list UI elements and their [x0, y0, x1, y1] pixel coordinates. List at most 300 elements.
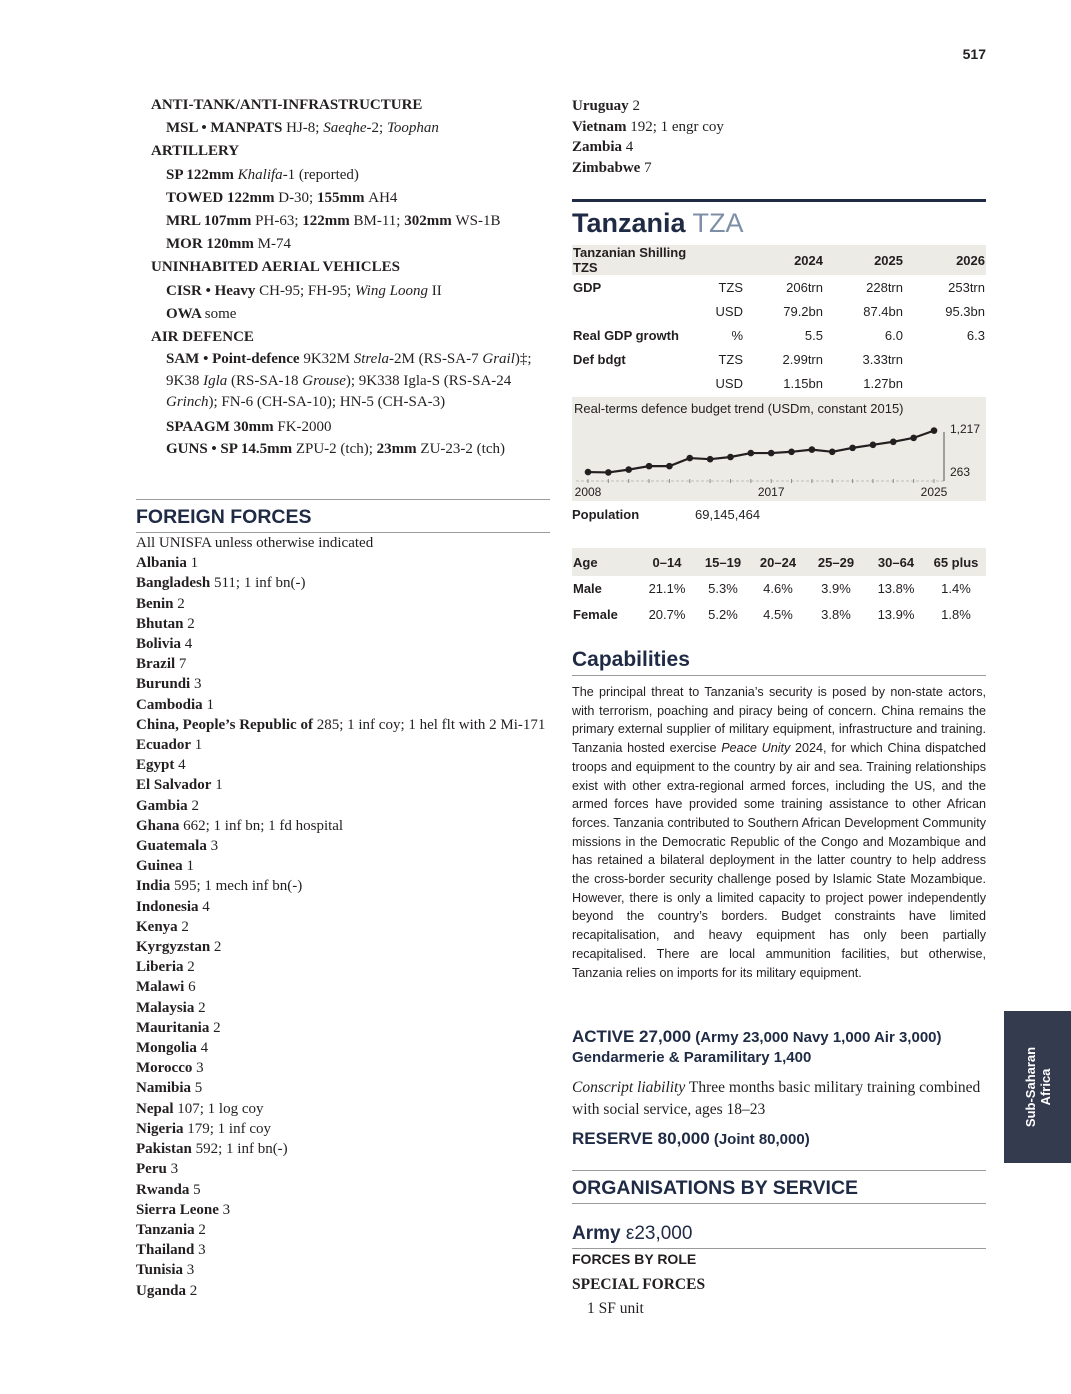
- deployment-detail: 5: [191, 1080, 203, 1097]
- deployment-detail: 4: [622, 139, 634, 155]
- equipment-item: [136, 303, 550, 326]
- table-cell: 65 plus: [926, 548, 986, 576]
- table-cell: 20–24: [750, 548, 806, 576]
- country-label: Liberia: [136, 959, 184, 976]
- army-heading: [572, 1221, 986, 1249]
- country-label: Bangladesh: [136, 575, 211, 592]
- text-run: -2M (RS-SA-7: [389, 351, 483, 368]
- foreign-force-entry: [136, 1119, 550, 1139]
- data-point: [666, 463, 673, 470]
- deployment-detail: 1: [202, 696, 214, 713]
- age-table: [572, 548, 986, 627]
- deployment-detail: 3: [190, 676, 202, 693]
- conscript-label: Conscript liability: [572, 1079, 686, 1096]
- foreign-force-entry: [136, 1018, 550, 1038]
- population-label: Population: [572, 507, 640, 522]
- country-label: Malawi: [136, 979, 185, 996]
- deployment-detail: 3: [183, 1262, 195, 1279]
- equipment-item: [136, 210, 550, 233]
- foreign-force-entry: [136, 937, 550, 957]
- foreign-force-entry: [136, 715, 550, 735]
- table-cell: 4.6%: [763, 581, 793, 597]
- deployment-detail: 4: [174, 757, 186, 774]
- table-cell: 5.2%: [708, 606, 738, 622]
- text-run: Grouse: [302, 372, 346, 389]
- country-title: [572, 205, 744, 241]
- foreign-force-entry: [572, 137, 986, 158]
- country-label: Egypt: [136, 757, 175, 774]
- text-run: 2024, for which China dispatched troops and equipment to the country by air and sea. Training relationships exist with other extra-regional armed forces, including the US, and the armed forces have provided some training assistance to other African forces. Tanzania contributed to Southern African Development Community missions in the Democratic Republic of the Congo and Mozambique and has retained a bilateral deployment in the latter country to help address the cross-border security challenge posed by Islamic State Mozambique. However, there is only a limited capacity to project power independently beyond the country’s borders. Budget constraints have limited recapitalisation, and heavy equipment has only been partially recapitalised. There are local ammunition facilities, but otherwise, Tanzania relies on imports for its military equipment.: [572, 741, 986, 980]
- text-run: HJ-8;: [286, 120, 324, 137]
- data-point: [870, 442, 877, 449]
- deployment-detail: 2: [187, 797, 199, 814]
- text-run: 302mm: [404, 213, 456, 230]
- table-cell: 1.15bn: [783, 375, 823, 391]
- deployment-detail: 2: [186, 1282, 198, 1299]
- text-run: II: [427, 282, 442, 299]
- deployment-detail: 3: [166, 1161, 179, 1178]
- country-label: Mongolia: [136, 1040, 197, 1057]
- country-label: Vietnam: [572, 118, 627, 135]
- special-forces-heading: SPECIAL FORCES: [572, 1276, 706, 1293]
- text-run: SAM • Point-defence: [166, 351, 304, 368]
- table-cell: [904, 371, 986, 395]
- foreign-forces-continued: [572, 96, 986, 178]
- text-run: TOWED 122mm: [166, 189, 279, 206]
- foreign-forces-heading: FOREIGN FORCES: [136, 505, 550, 533]
- country-label: Guatemala: [136, 838, 207, 855]
- equipment-list: [136, 94, 550, 462]
- table-cell: %: [731, 327, 743, 343]
- data-point: [585, 469, 592, 476]
- data-point: [646, 463, 653, 470]
- deployment-detail: 2: [173, 595, 185, 612]
- equipment-item: [136, 117, 550, 140]
- table-cell: 5.3%: [708, 581, 738, 597]
- country-label: Tanzania: [136, 1221, 195, 1238]
- x-tick-label: 2017: [757, 485, 785, 499]
- foreign-force-entry: [136, 1220, 550, 1240]
- deployment-detail: 7: [640, 159, 652, 176]
- foreign-force-entry: [136, 614, 550, 634]
- section-divider: [136, 499, 550, 500]
- deployment-detail: 3: [206, 838, 219, 855]
- text-run: some: [204, 305, 237, 322]
- text-run: CISR • Heavy: [166, 282, 260, 299]
- table-cell: 2.99trn: [782, 351, 823, 367]
- table-cell: 21.1%: [648, 581, 686, 597]
- section-divider: [572, 1170, 986, 1171]
- sf-unit-item: 1 SF unit: [587, 1300, 644, 1317]
- country-label: Benin: [136, 595, 174, 612]
- table-cell: GDP: [573, 279, 602, 295]
- table-cell: USD: [715, 303, 743, 319]
- table-cell: 30–64: [866, 548, 926, 576]
- deployment-detail: 2: [183, 959, 195, 976]
- reserve-total: RESERVE 80,000: [572, 1129, 710, 1148]
- country-label: Rwanda: [136, 1181, 190, 1198]
- data-point: [910, 435, 917, 442]
- text-run: BM-11;: [353, 213, 405, 230]
- table-cell: 206trn: [786, 279, 823, 295]
- foreign-force-entry: [136, 816, 550, 836]
- text-run: M-74: [257, 236, 291, 253]
- country-label: Tunisia: [136, 1262, 183, 1279]
- table-row: [572, 347, 986, 371]
- text-run: CH-95; FH-95;: [259, 282, 356, 299]
- foreign-force-entry: [136, 695, 550, 715]
- foreign-force-entry: [136, 917, 550, 937]
- economic-table: [572, 245, 986, 395]
- table-cell: 0–14: [638, 548, 696, 576]
- deployment-detail: 179; 1 inf coy: [183, 1120, 271, 1137]
- table-row: [572, 323, 986, 347]
- table-cell: Def bdgt: [573, 351, 626, 367]
- table-cell: Age: [572, 548, 638, 576]
- deployment-detail: 2: [177, 918, 189, 935]
- equipment-item: [136, 416, 550, 439]
- deployment-detail: 1: [182, 858, 194, 875]
- foreign-force-entry: [136, 876, 550, 896]
- deployment-detail: 192; 1 engr coy: [626, 118, 724, 135]
- text-run: 23mm: [376, 440, 421, 457]
- army-label: Army: [572, 1223, 621, 1244]
- forces-by-role-heading: FORCES BY ROLE: [572, 1251, 697, 1267]
- text-run: MRL 107mm: [166, 213, 256, 230]
- deployment-detail: 511; 1 inf bn(-): [210, 575, 306, 592]
- deployment-detail: 1: [191, 737, 203, 754]
- foreign-forces-list: [136, 533, 550, 1301]
- data-point: [768, 450, 775, 457]
- foreign-force-entry: [136, 1200, 550, 1220]
- table-cell: 95.3bn: [945, 303, 985, 319]
- text-run: ); 9K338 Igla-S (RS-SA-24: [345, 372, 512, 389]
- text-run: Grinch: [166, 394, 209, 411]
- foreign-force-entry: [136, 1260, 550, 1280]
- equipment-item: [136, 280, 550, 303]
- x-tick-label: 2025: [920, 485, 948, 499]
- table-cell: 2024: [744, 245, 824, 275]
- country-label: Guinea: [136, 858, 183, 875]
- foreign-force-entry: [136, 553, 550, 573]
- active-strength: [572, 1027, 986, 1066]
- deployment-detail: 662; 1 inf bn; 1 fd hospital: [179, 817, 344, 834]
- table-cell: Male: [573, 581, 602, 597]
- population-row: [572, 507, 761, 522]
- foreign-force-entry: [136, 1240, 550, 1260]
- deployment-detail: 3: [192, 1060, 204, 1077]
- country-rule: [572, 199, 986, 202]
- table-cell: 253trn: [948, 279, 985, 295]
- foreign-force-entry: [136, 654, 550, 674]
- y-min-label: 263: [950, 465, 971, 479]
- table-cell: Female: [573, 606, 618, 622]
- text-run: WS-1B: [455, 213, 501, 230]
- table-row: [572, 275, 986, 299]
- equipment-item: [136, 233, 550, 256]
- country-label: Mauritania: [136, 1019, 210, 1036]
- conscript-text: Three months basic military training combined with social service, ages 18–23: [572, 1079, 981, 1118]
- table-cell: TZS: [718, 279, 743, 295]
- foreign-force-entry: [136, 634, 550, 654]
- deployment-detail: 6: [184, 979, 196, 996]
- table-cell: 1.27bn: [863, 375, 903, 391]
- equipment-category: [136, 94, 550, 117]
- foreign-forces-intro: All UNISFA unless otherwise indicated: [136, 535, 374, 551]
- equipment-item: [136, 187, 550, 210]
- x-tick-label: 2008: [574, 485, 602, 499]
- capabilities-heading: Capabilities: [572, 646, 986, 676]
- data-point: [809, 446, 816, 453]
- table-row: [572, 371, 986, 395]
- table-cell: 1.8%: [941, 606, 971, 622]
- text-run: Khalifa: [237, 166, 283, 183]
- paramilitary-strength: Gendarmerie & Paramilitary 1,400: [572, 1049, 812, 1066]
- text-run: Peace Unity: [721, 741, 791, 756]
- reserve-strength: [572, 1129, 810, 1149]
- table-cell: [702, 245, 744, 275]
- foreign-force-entry: [136, 1099, 550, 1119]
- text-run: OWA: [166, 305, 205, 322]
- table-cell: [572, 299, 702, 323]
- country-label: Uganda: [136, 1282, 187, 1299]
- region-side-tab: [1004, 1011, 1071, 1163]
- deployment-detail: 2: [194, 1221, 206, 1238]
- country-label: Zimbabwe: [572, 159, 641, 176]
- country-label: Gambia: [136, 797, 188, 814]
- table-cell: [572, 371, 702, 395]
- text-run: -1 (reported): [282, 166, 359, 183]
- foreign-force-entry: [136, 1139, 550, 1159]
- country-label: Kyrgyzstan: [136, 939, 211, 956]
- foreign-force-entry: [136, 836, 550, 856]
- active-total: ACTIVE 27,000: [572, 1027, 692, 1046]
- deployment-detail: 4: [196, 1040, 209, 1057]
- text-run: PH-63;: [255, 213, 303, 230]
- text-run: FK-2000: [277, 418, 332, 435]
- country-label: Bolivia: [136, 636, 182, 653]
- text-run: GUNS • SP 14.5mm: [166, 440, 296, 457]
- country-label: Indonesia: [136, 898, 199, 915]
- country-label: Morocco: [136, 1060, 193, 1077]
- foreign-force-entry: [136, 856, 550, 876]
- deployment-detail: 3: [218, 1201, 231, 1218]
- text-run: ZU-23-2 (tch): [420, 440, 505, 457]
- active-detail: (Army 23,000 Navy 1,000 Air 3,000): [691, 1029, 942, 1046]
- country-label: Zambia: [572, 139, 623, 155]
- equipment-item: [136, 439, 550, 461]
- country-label: Bhutan: [136, 615, 184, 632]
- defence-budget-chart: [572, 397, 986, 501]
- text-run: Saeqhe: [323, 120, 367, 137]
- table-cell: 4.5%: [763, 606, 793, 622]
- country-label: Malaysia: [136, 999, 195, 1016]
- chart-title: Real-terms defence budget trend (USDm, constant 2015): [574, 401, 904, 416]
- foreign-force-entry: [136, 1058, 550, 1078]
- y-max-label: 1,217: [950, 422, 981, 436]
- foreign-force-entry: [572, 158, 986, 179]
- country-label: Brazil: [136, 656, 176, 673]
- table-row: [572, 245, 986, 275]
- text-run: D-30;: [278, 189, 317, 206]
- organisations-heading: ORGANISATIONS BY SERVICE: [572, 1176, 986, 1204]
- deployment-detail: 3: [194, 1242, 206, 1259]
- data-point: [748, 450, 755, 457]
- foreign-force-entry: [572, 117, 986, 138]
- table-cell: 25–29: [806, 548, 866, 576]
- text-run: ARTILLERY: [151, 143, 240, 160]
- country-label: Sierra Leone: [136, 1201, 219, 1218]
- country-label: Namibia: [136, 1080, 192, 1097]
- text-run: 9K32M: [303, 351, 354, 368]
- equipment-category: [136, 326, 550, 349]
- text-run: 122mm: [302, 213, 354, 230]
- deployment-detail: 2: [194, 999, 206, 1016]
- series-line: [588, 431, 934, 473]
- side-tab-line1: Sub-Saharan: [1022, 1046, 1038, 1128]
- country-label: Uruguay: [572, 98, 629, 114]
- table-cell: 13.9%: [877, 606, 915, 622]
- text-run: 155mm: [316, 189, 369, 206]
- army-strength: ε23,000: [620, 1223, 693, 1244]
- table-cell: 87.4bn: [863, 303, 903, 319]
- country-label: Cambodia: [136, 696, 203, 713]
- text-run: -2;: [366, 120, 387, 137]
- deployment-detail: 2: [209, 1019, 221, 1036]
- foreign-force-entry: [136, 1038, 550, 1058]
- text-run: AH4: [368, 189, 398, 206]
- population-value: 69,145,464: [695, 507, 761, 522]
- country-label: Nigeria: [136, 1120, 184, 1137]
- country-code: TZA: [692, 208, 744, 238]
- foreign-force-entry: [136, 796, 550, 816]
- deployment-detail: 4: [181, 636, 193, 653]
- foreign-force-entry: [136, 573, 550, 593]
- country-label: Nepal: [136, 1100, 174, 1117]
- data-point: [849, 445, 856, 452]
- equipment-category: [136, 140, 550, 163]
- foreign-forces-entries: [136, 553, 550, 1301]
- country-label: India: [136, 878, 171, 895]
- foreign-force-entry: [572, 96, 986, 117]
- table-cell: 79.2bn: [783, 303, 823, 319]
- data-point: [686, 455, 693, 462]
- foreign-force-entry: [136, 1180, 550, 1200]
- table-row: [572, 602, 986, 628]
- data-point: [788, 448, 795, 455]
- country-label: Pakistan: [136, 1141, 192, 1158]
- deployment-detail: 2: [183, 615, 195, 632]
- deployment-detail: 4: [198, 898, 210, 915]
- deployment-detail: 2: [628, 98, 640, 114]
- foreign-force-entry: [136, 1159, 550, 1179]
- foreign-force-entry: [136, 1281, 550, 1301]
- table-cell: 3.33trn: [862, 351, 903, 367]
- country-label: Peru: [136, 1161, 167, 1178]
- foreign-force-entry: [136, 594, 550, 614]
- foreign-force-entry: [136, 755, 550, 775]
- table-cell: 2026: [904, 245, 986, 275]
- country-label: Kenya: [136, 918, 178, 935]
- text-run: Igla: [203, 372, 228, 389]
- conscript-liability: [572, 1077, 986, 1120]
- table-cell: 3.8%: [821, 606, 851, 622]
- table-cell: 228trn: [866, 279, 903, 295]
- data-point: [625, 466, 632, 473]
- foreign-force-entry: [136, 998, 550, 1018]
- country-name: Tanzania: [572, 208, 686, 238]
- data-point: [931, 427, 938, 434]
- country-label: Thailand: [136, 1242, 195, 1259]
- text-run: Toophan: [386, 120, 439, 137]
- equipment-category: [136, 256, 550, 279]
- data-point: [829, 448, 836, 455]
- text-run: )‡; 9K38: [166, 351, 532, 389]
- text-run: SPAAGM 30mm: [166, 418, 278, 435]
- equipment-item: [136, 349, 550, 414]
- table-cell: 15–19: [696, 548, 750, 576]
- table-row: [572, 299, 986, 323]
- text-run: Strela: [353, 351, 390, 368]
- country-label: Burundi: [136, 676, 191, 693]
- table-cell: Tanzanian Shilling TZS: [572, 245, 702, 275]
- table-cell: 6.0: [884, 327, 903, 343]
- text-run: Grail: [482, 351, 515, 368]
- text-run: MOR 120mm: [166, 236, 258, 253]
- deployment-detail: 595; 1 mech inf bn(-): [170, 878, 303, 895]
- text-run: MSL • MANPATS: [166, 120, 287, 137]
- table-cell: TZS: [718, 351, 743, 367]
- country-label: El Salvador: [136, 777, 212, 794]
- table-cell: 1.4%: [941, 581, 971, 597]
- table-cell: 13.8%: [877, 581, 915, 597]
- country-label: Albania: [136, 555, 187, 572]
- country-label: China, People’s Republic of: [136, 716, 313, 733]
- table-cell: 5.5: [804, 327, 823, 343]
- text-run: AIR DEFENCE: [151, 329, 254, 346]
- table-cell: [904, 347, 986, 371]
- table-cell: Real GDP growth: [573, 327, 679, 343]
- text-run: The principal threat to Tanzania’s security is posed by non-state actors, with terrorism, poaching and piracy being of concern. China remains the primary external supplier of military equipment, infrastructure and training. Tanzania hosted exercise: [572, 685, 986, 756]
- capabilities-text: [572, 683, 986, 982]
- page-number: 517: [962, 46, 986, 62]
- deployment-detail: 5: [189, 1181, 201, 1198]
- deployment-detail: 7: [175, 656, 187, 673]
- data-point: [890, 438, 897, 445]
- text-run: SP 122mm: [166, 166, 238, 183]
- data-point: [727, 454, 734, 461]
- country-label: Ghana: [136, 817, 180, 834]
- deployment-detail: 592; 1 inf bn(-): [191, 1141, 288, 1158]
- foreign-force-entry: [136, 735, 550, 755]
- equipment-item: [136, 164, 550, 187]
- text-run: UNINHABITED AERIAL VEHICLES: [151, 259, 400, 276]
- text-run: (RS-SA-18: [227, 372, 303, 389]
- deployment-detail: 1: [211, 777, 223, 794]
- table-cell: 20.7%: [648, 606, 686, 622]
- text-run: ZPU-2 (tch);: [295, 440, 377, 457]
- foreign-force-entry: [136, 957, 550, 977]
- table-cell: USD: [715, 375, 743, 391]
- table-cell: 3.9%: [821, 581, 851, 597]
- country-label: Ecuador: [136, 737, 192, 754]
- data-point: [605, 469, 612, 476]
- deployment-detail: 1: [186, 555, 199, 572]
- reserve-detail: (Joint 80,000): [709, 1131, 810, 1148]
- table-row: [572, 548, 986, 576]
- deployment-detail: 2: [210, 939, 222, 956]
- side-tab-line2: Africa: [1037, 1068, 1053, 1106]
